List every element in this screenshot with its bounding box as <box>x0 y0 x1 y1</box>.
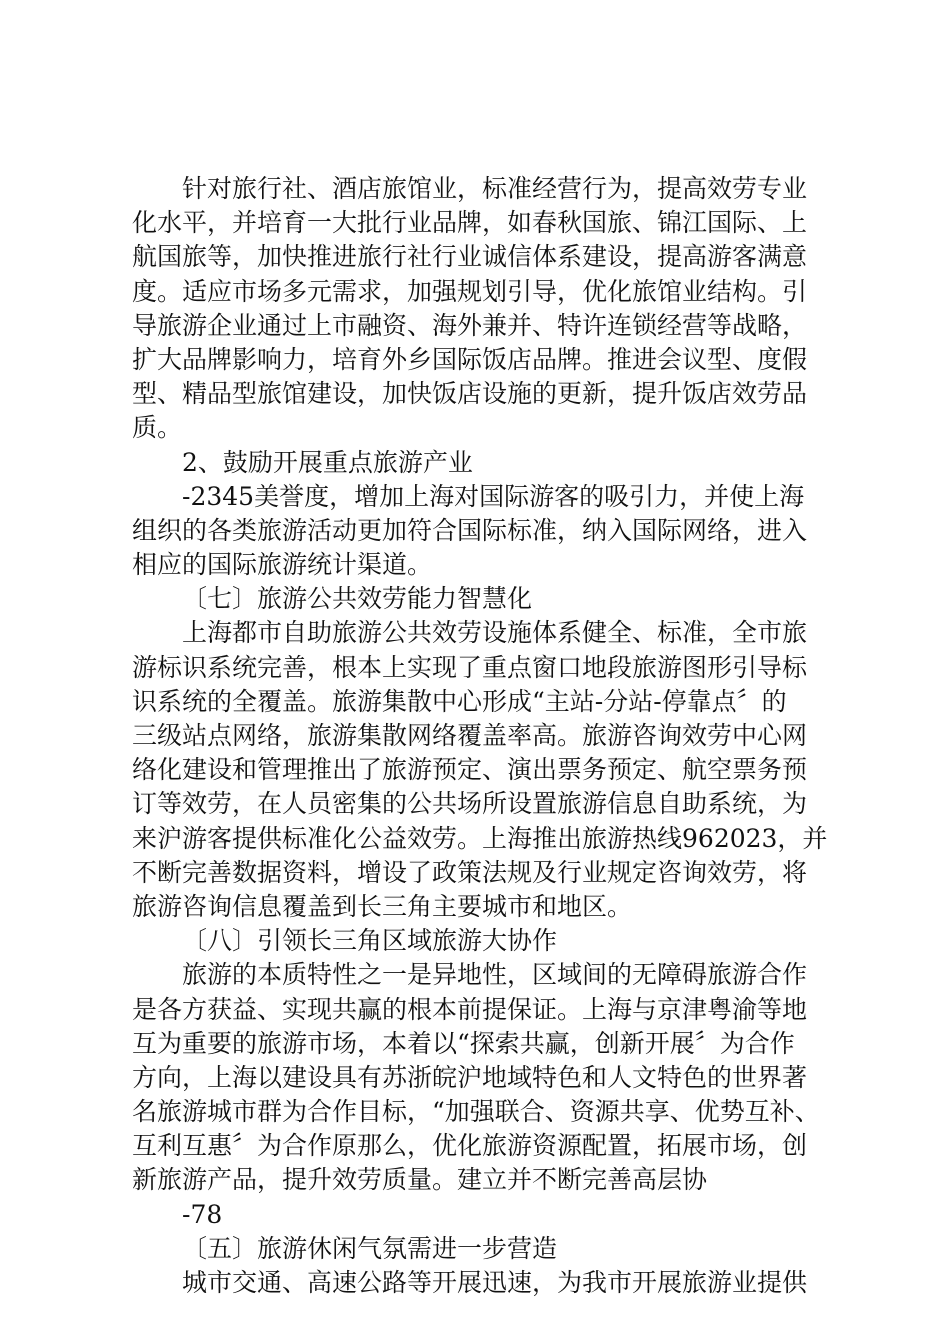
text-line: 〔八〕引领长三角区域旅游大协作 <box>182 926 558 956</box>
text-line: 〔七〕旅游公共效劳能力智慧化 <box>182 584 533 614</box>
text-line: 旅游咨询信息覆盖到长三角主要城市和地区。 <box>132 891 633 921</box>
text-line: 络化建设和管理推出了旅游预定、演出票务预定、航空票务预 <box>132 755 808 785</box>
text-line: 互为重要的旅游市场，本着以“探索共赢，创新开展〞为合作 <box>132 1028 795 1058</box>
text-line: 度。适应市场多元需求，加强规划引导，优化旅馆业结构。引 <box>132 276 808 306</box>
text-line: 相应的国际旅游统计渠道。 <box>132 550 433 580</box>
text-line: 旅游的本质特性之一是异地性，区域间的无障碍旅游合作 <box>182 960 808 990</box>
text-line: -78 <box>182 1199 223 1229</box>
text-line: 三级站点网络，旅游集散网络覆盖率高。旅游咨询效劳中心网 <box>132 721 808 750</box>
text-line: 识系统的全覆盖。旅游集散中心形成“主站-分站-停靠点〞的 <box>132 686 787 716</box>
text-line: 〔五〕旅游休闲气氛需进一步营造 <box>182 1233 558 1263</box>
text-line: 针对旅行社、酒店旅馆业，标准经营行为，提高效劳专业 <box>182 174 808 203</box>
text-line: 质。 <box>132 413 183 443</box>
text-line: 航国旅等，加快推进旅行社行业诚信体系建设，提高游客满意 <box>132 242 808 272</box>
text-line: 方向，上海以建设具有苏浙皖沪地域特色和人文特色的世界著 <box>132 1062 808 1092</box>
text-line: -2345美誉度，增加上海对国际游客的吸引力，并使上海 <box>182 481 805 511</box>
text-line: 组织的各类旅游活动更加符合国际标准，纳入国际网络，进入 <box>132 515 808 545</box>
text-line: 2、鼓励开展重点旅游产业 <box>182 447 473 477</box>
text-line: 订等效劳，在人员密集的公共场所设置旅游信息自助系统，为 <box>132 789 808 819</box>
text-line: 城市交通、高速公路等开展迅速，为我市开展旅游业提供 <box>182 1268 808 1297</box>
text-line: 新旅游产品，提升效劳质量。建立并不断完善高层协 <box>132 1165 708 1195</box>
text-line: 型、精品型旅馆建设，加快饭店设施的更新，提升饭店效劳品 <box>132 379 808 409</box>
text-line: 不断完善数据资料，增设了政策法规及行业规定咨询效劳，将 <box>132 857 808 887</box>
text-line: 游标识系统完善，根本上实现了重点窗口地段旅游图形引导标 <box>132 652 808 682</box>
text-line: 名旅游城市群为合作目标，“加强联合、资源共享、优势互补、 <box>132 1097 820 1127</box>
text-line: 导旅游企业通过上市融资、海外兼并、特许连锁经营等战略， <box>132 310 808 340</box>
text-line: 互利互惠〞为合作原那么，优化旅游资源配置，拓展市场，创 <box>132 1131 808 1161</box>
text-line: 来沪游客提供标准化公益效劳。上海推出旅游热线962023，并 <box>132 823 828 853</box>
text-line: 上海都市自助旅游公共效劳设施体系健全、标准，全市旅 <box>182 618 808 648</box>
text-line: 扩大品牌影响力，培育外乡国际饭店品牌。推进会议型、度假 <box>132 344 808 374</box>
text-line: 是各方获益、实现共赢的根本前提保证。上海与京津粤渝等地 <box>132 994 808 1024</box>
text-line: 化水平，并培育一大批行业品牌，如春秋国旅、锦江国际、上 <box>132 208 808 238</box>
document-body <box>132 172 832 1300</box>
